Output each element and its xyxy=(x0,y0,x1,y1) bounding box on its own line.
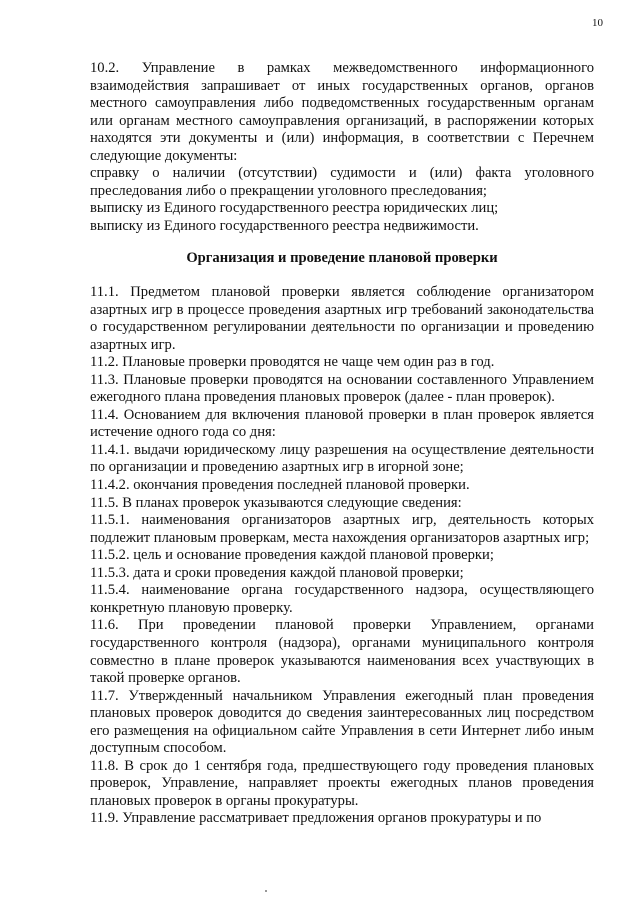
paragraph-11-5-1: 11.5.1. наименования организаторов азартных игр, деятельность которых подлежит плановым проверкам, места нахождения организаторов азартных игр; xyxy=(90,512,594,546)
paragraph-10-2: 10.2. Управление в рамках межведомственного информационного взаимодействия запрашивает от иных государственных органов, органов местного самоуправления либо подведомственных государственным органам или органам местного самоуправления организаций, в распоряжении которых находятся эти документы и (или) информация, в соответствии с Перечнем следующие документы: xyxy=(90,60,594,164)
list-item-criminal-record-certificate: справку о наличии (отсутствии) судимости и (или) факта уголовного преследования либо о прекращении уголовного преследования; xyxy=(90,165,594,199)
paragraph-11-5-2: 11.5.2. цель и основание проведения каждой плановой проверки; xyxy=(90,547,494,564)
paragraph-11-6: 11.6. При проведении плановой проверки Управлением, органами государственного контроля (надзора), органами муниципального контроля совместно в плане проверок указываются наименования всех участвующих в такой проверке органов. xyxy=(90,617,594,687)
scan-speck xyxy=(265,890,267,892)
section-heading: Организация и проведение плановой проверки xyxy=(186,250,498,267)
document-body xyxy=(90,60,594,828)
paragraph-11-5: 11.5. В планах проверок указываются следующие сведения: xyxy=(90,494,462,511)
paragraph-11-4-1: 11.4.1. выдачи юридическому лицу разрешения на осуществление деятельности по организации и проведению азартных игр в игорной зоне; xyxy=(90,441,594,476)
paragraph-11-9: 11.9. Управление рассматривает предложения органов прокуратуры и по xyxy=(90,810,542,827)
list-item-real-estate-extract: выписку из Единого государственного реестра недвижимости. xyxy=(90,217,479,234)
paragraph-11-5-4: 11.5.4. наименование органа государственного надзора, осуществляющего конкретную плановую проверку. xyxy=(90,582,594,616)
paragraph-11-4: 11.4. Основанием для включения плановой проверки в план проверок является истечение одного года со дня: xyxy=(90,406,594,441)
paragraph-11-3: 11.3. Плановые проверки проводятся на основании составленного Управлением ежегодного плана проведения плановых проверок (далее - план проверок). xyxy=(90,371,594,406)
list-item-legal-entities-extract: выписку из Единого государственного реестра юридических лиц; xyxy=(90,200,499,217)
paragraph-11-1: 11.1. Предметом плановой проверки является соблюдение организатором азартных игр в процессе проведения азартных игр требований законодательства о государственном регулировании деятельности по организации и проведению азартных игр. xyxy=(90,284,594,353)
paragraph-11-4-2: 11.4.2. окончания проведения последней плановой проверки. xyxy=(90,477,470,494)
paragraph-11-8: 11.8. В срок до 1 сентября года, предшествующего году проведения плановых проверок, Управление, направляет проекты ежегодных планов проведения плановых проверок в органы прокуратуры. xyxy=(90,757,594,809)
paragraph-11-2: 11.2. Плановые проверки проводятся не чаще чем один раз в год. xyxy=(90,354,495,371)
paragraph-11-5-3: 11.5.3. дата и сроки проведения каждой плановой проверки; xyxy=(90,564,464,581)
paragraph-11-7: 11.7. Утвержденный начальником Управления ежегодный план проведения плановых проверок доводится до сведения заинтересованных лиц посредством его размещения на официальном сайте Управления в сети Интернет либо иным доступным способом. xyxy=(90,687,594,757)
page-number: 10 xyxy=(592,17,603,29)
